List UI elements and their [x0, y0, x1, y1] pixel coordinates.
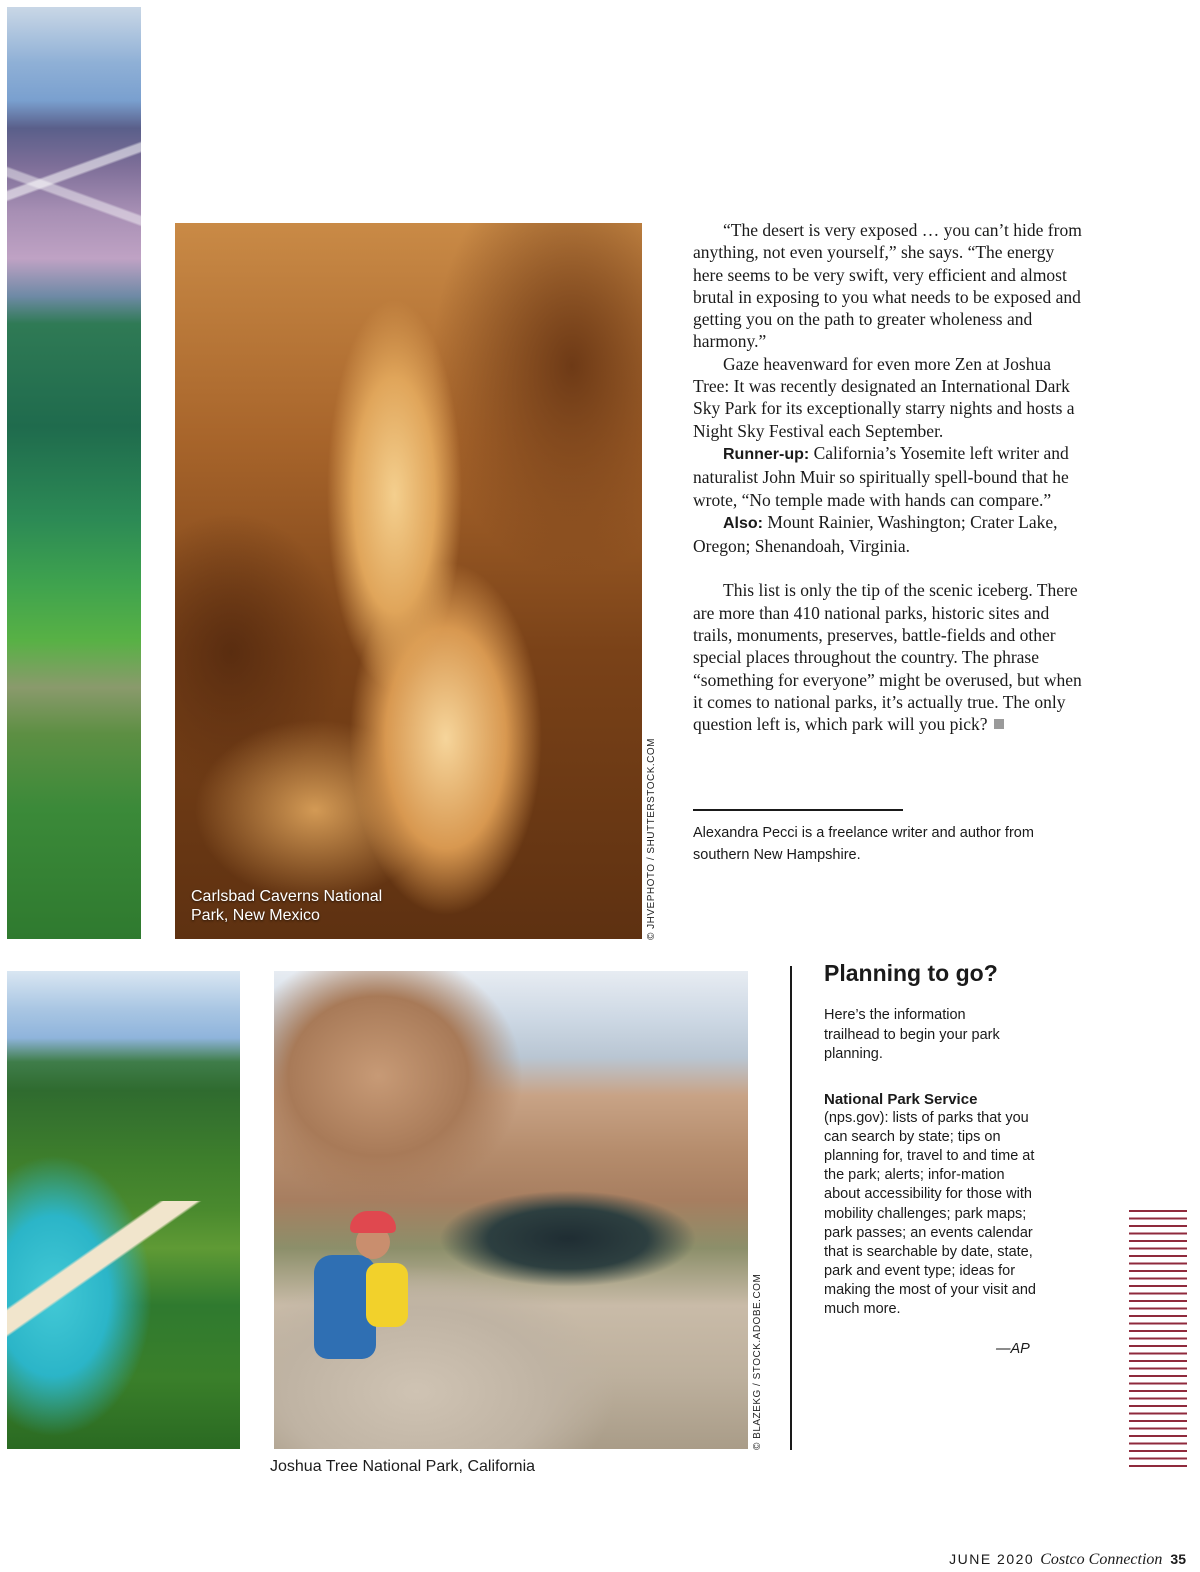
sidebar-divider — [790, 966, 792, 1450]
article-closing-paragraph — [693, 579, 1088, 735]
nps-description: (nps.gov): lists of parks that you can search by state; tips on planning for, travel to and time at the park; alerts; infor-mation about accessibility for those with mobility challenges; park maps; park passes; an events calendar that is searchable by date, state, park and event type; ideas for making the most of your visit and much more. — [824, 1110, 1036, 1318]
cave-photo-caption — [191, 887, 431, 925]
page-number: 35 — [1170, 1551, 1186, 1567]
end-mark-icon — [994, 719, 1004, 729]
cave-caption-line1: Carlsbad Caverns National — [191, 888, 383, 905]
also-text: Mount Rainier, Washington; Crater Lake, Oregon; Shenandoah, Virginia. — [693, 511, 1058, 557]
mountain-snow-highlights — [7, 115, 141, 315]
nps-heading: National Park Service — [824, 1091, 978, 1108]
runner-up-text: California’s Yosemite left writer and naturalist John Muir so spiritually spell-bound that he wrote, “No temple made with hands can compare.” — [693, 442, 1069, 510]
shirt-shape — [366, 1263, 408, 1327]
runner-up-label: Runner-up: — [723, 445, 810, 463]
hiker-figure — [296, 1211, 426, 1391]
joshua-photo-credit: © BLAZEKG / STOCK.ADOBE.COM — [752, 1273, 763, 1450]
article-runner-up — [693, 442, 1088, 511]
cave-photo-credit: © JHVEPHOTO / SHUTTERSTOCK.COM — [646, 737, 657, 940]
cap-shape — [350, 1211, 396, 1233]
closing-paragraph-text: This list is only the tip of the scenic iceberg. There are more than 410 national parks, historic sites and trails, monuments, preserves, battle-fields and other special places throughout the country. The phrase “something for everyone” might be overused, but when it comes to national parks, it’s actually true. The only question left is, which park will you pick? — [693, 580, 1082, 735]
article-paragraph-1: “The desert is very exposed … you can’t hide from anything, not even yourself,” she says. “The energy here seems to be very swift, very efficient and almost brutal in exposing to you what needs to be exposed and getting you on the path to greater wholeness and harmony.” — [693, 220, 1082, 352]
sidebar-signature: —AP — [996, 1341, 1030, 1357]
article-paragraph-2: Gaze heavenward for even more Zen at Joshua Tree: It was recently designated an International Dark Sky Park for its exceptionally starry nights and hosts a Night Sky Festival each September. — [693, 353, 1075, 441]
article-also — [693, 511, 1088, 558]
page-folio — [949, 1551, 1186, 1569]
sidebar-body — [824, 1090, 1039, 1319]
magazine-name: Costco Connection — [1040, 1551, 1163, 1568]
mountain-photo — [7, 7, 141, 939]
cave-caption-line2: Park, New Mexico — [191, 907, 320, 924]
sidebar-title: Planning to go? — [824, 960, 998, 986]
beach-photo — [7, 971, 240, 1449]
carlsbad-caverns-photo — [175, 223, 642, 939]
article-body — [693, 219, 1088, 736]
decorative-stripes — [1129, 1210, 1187, 1472]
bio-divider — [693, 809, 903, 811]
issue-date: JUNE 2020 — [949, 1551, 1035, 1567]
also-label: Also: — [723, 514, 763, 532]
beach-sand-strip — [7, 1201, 240, 1371]
joshua-photo-caption: Joshua Tree National Park, California — [270, 1458, 536, 1475]
sidebar-intro: Here’s the information trailhead to begin your park planning. — [824, 1007, 1000, 1062]
joshua-tree-photo — [274, 971, 748, 1449]
author-bio: Alexandra Pecci is a freelance writer and author from southern New Hampshire. — [693, 825, 1034, 863]
